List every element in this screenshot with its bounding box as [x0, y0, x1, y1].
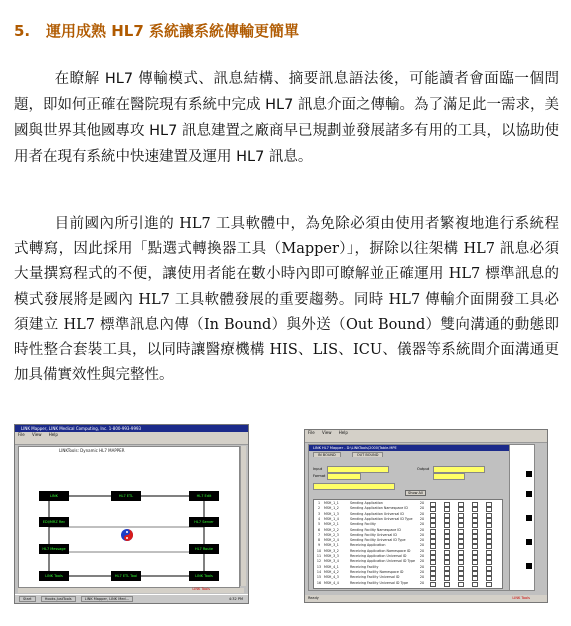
- table-cell: 20: [419, 538, 425, 543]
- table-cell: 1: [317, 501, 321, 505]
- table-row[interactable]: [314, 501, 502, 506]
- table-cell: 20: [419, 569, 425, 574]
- input-field[interactable]: [327, 466, 389, 473]
- table-cell: 4: [317, 516, 321, 521]
- table-cell: MSH_3_3: [324, 554, 339, 558]
- mapper-screenshot: [14, 424, 249, 604]
- status-ready: Ready: [308, 596, 319, 600]
- marker-3: [526, 515, 532, 521]
- row-checkbox[interactable]: [458, 582, 464, 587]
- table-cell: 20: [419, 559, 425, 564]
- table-cell: 20: [419, 580, 425, 585]
- windows-taskbar: [15, 594, 248, 603]
- table-menu-help[interactable]: Help: [338, 430, 348, 435]
- field-table: [313, 499, 503, 589]
- table-cell: MSH_1_1: [324, 501, 339, 505]
- table-cell: MSH_2_2: [324, 527, 339, 532]
- taskbar-item-mapper[interactable]: LINK Mapper, LINK Med...: [81, 596, 133, 602]
- table-cell: Sending Application: [350, 501, 383, 505]
- table-row[interactable]: [314, 559, 502, 564]
- mapper-canvas: [18, 446, 240, 588]
- marker-2: [526, 491, 532, 497]
- menu-help[interactable]: Help: [48, 432, 58, 437]
- table-cell: 20: [419, 548, 425, 553]
- yin-yang-logo-icon: [120, 528, 134, 542]
- table-menu-view[interactable]: View: [321, 430, 332, 435]
- table-cell: 15: [316, 575, 322, 580]
- table-cell: MSH_1_3: [324, 511, 339, 516]
- node-hl7-edit[interactable]: HL7 Edit: [189, 491, 219, 501]
- table-cell: Sending Application Universal ID: [350, 511, 404, 516]
- table-cell: Sending Facility Namespace ID: [350, 527, 401, 532]
- table-cell: Receiving Application Universal ID: [350, 554, 407, 558]
- table-row[interactable]: [314, 575, 502, 580]
- table-cell: Sending Facility: [350, 522, 376, 527]
- table-cell: Sending Facility Universal ID: [350, 532, 397, 537]
- paragraph-1: [14, 66, 559, 170]
- table-row[interactable]: [314, 581, 502, 586]
- paragraph-2-text: 目前國內所引進的 HL7 工具軟體中，為免除必須由使用者繁複地進行系統程式轉寫，因此採用「點選式轉換器工具（Mapper）」，摒除以往架構 HL7 訊息必須大量撰寫程式的不便，讓使用者能在數小時內即可瞭解並正確運用 HL7 標準訊息的模式發展將是國內 HL7 工具軟體發展的重要趨勢。同時 HL7 傳輸介面開發工具必須建立 HL7 標準訊息內傳（In Bound）與外送（Out Bound）雙向溝通的動態即時性整合套裝工具，以同時讓醫療機構 HIS、LIS、ICU、儀器等系統間介面溝通更加具備實效性與完整性。: [14, 216, 559, 384]
- table-cell: 20: [419, 554, 425, 558]
- table-row[interactable]: [314, 517, 502, 522]
- table-row[interactable]: [314, 570, 502, 575]
- table-row[interactable]: [314, 512, 502, 517]
- table-cell: 6: [317, 527, 321, 532]
- table-cell: Sending Facility Universal ID Type: [350, 538, 406, 543]
- row-checkbox[interactable]: [486, 582, 492, 587]
- marker-4: [526, 539, 532, 545]
- table-cell: MSH_1_4: [324, 516, 339, 521]
- table-row[interactable]: [314, 506, 502, 511]
- marker-5: [526, 563, 532, 569]
- tab-in-bound[interactable]: IN BOUND: [313, 452, 341, 457]
- table-cell: 20: [419, 575, 425, 580]
- mapper-tab[interactable]: LINKTools: Dynamic HL7 MAPPER: [59, 448, 125, 453]
- table-cell: Receiving Facility Namespace ID: [350, 569, 404, 574]
- table-cell: 8: [317, 538, 321, 543]
- table-cell: 16: [316, 580, 322, 585]
- table-cell: 7: [317, 532, 321, 537]
- mapper-scrollbar[interactable]: [240, 446, 246, 586]
- node-hl7-etl[interactable]: HL7 ETL: [111, 491, 141, 501]
- table-toolbar: [305, 436, 547, 443]
- table-cell: Receiving Facility: [350, 564, 379, 569]
- direction-tabs: [309, 451, 509, 459]
- table-cell: 20: [419, 522, 425, 527]
- row-checkbox[interactable]: [444, 582, 450, 587]
- node-hl7-route[interactable]: HL7 Route: [189, 544, 219, 554]
- segment-field[interactable]: [313, 483, 395, 490]
- paragraph-1-text: 在瞭解 HL7 傳輸模式、訊息結構、摘要訊息語法後，可能讀者會面臨一個問題，即如何正確在醫院現有系統中完成 HL7 訊息介面之傳輸。為了滿足此一需求，美國與世界其他國專攻 HL7 訊息建置之廠商早已規劃並發展諸多有用的工具，以協助使用者在現有系統中快速建置及運用 HL7 訊息。: [14, 71, 559, 165]
- table-row[interactable]: [314, 554, 502, 559]
- section-heading: [14, 20, 299, 41]
- node-edi-rec[interactable]: EDI/MRZ Rec: [39, 517, 69, 527]
- table-cell: 20: [419, 506, 425, 511]
- row-checkbox[interactable]: [430, 582, 436, 587]
- node-hl7-message[interactable]: HL7 Message: [39, 544, 69, 554]
- table-cell: Sending Application Universal ID Type: [350, 516, 413, 521]
- menu-view[interactable]: View: [31, 432, 42, 437]
- table-cell: MSH_4_3: [324, 575, 339, 580]
- node-hl7-server[interactable]: HL7 Server: [189, 517, 219, 527]
- table-cell: 2: [317, 506, 321, 511]
- table-cell: MSH_3_1: [324, 543, 339, 548]
- output-label: Output: [417, 467, 430, 471]
- output-format-field[interactable]: [433, 473, 465, 480]
- section-number: 5.: [14, 22, 31, 40]
- table-row[interactable]: [314, 565, 502, 570]
- table-cell: 12: [316, 559, 322, 564]
- table-cell: Receiving Application: [350, 543, 386, 548]
- table-row[interactable]: [314, 543, 502, 548]
- table-cell: 13: [316, 564, 322, 569]
- table-row[interactable]: [314, 533, 502, 538]
- mapper-dialog: [309, 445, 510, 590]
- table-cell: MSH_4_2: [324, 569, 339, 574]
- table-statusbar: [305, 595, 548, 602]
- output-field[interactable]: [433, 466, 485, 473]
- table-cell: 3: [317, 511, 321, 516]
- node-hl7-etl-tool[interactable]: HL7 ETL Tool: [111, 571, 141, 581]
- table-cell: 11: [316, 554, 322, 558]
- table-cell: 20: [419, 564, 425, 569]
- format-field[interactable]: [327, 473, 361, 480]
- table-cell: MSH_2_4: [324, 538, 339, 543]
- table-row[interactable]: [314, 549, 502, 554]
- table-cell: MSH_4_1: [324, 564, 339, 569]
- table-cell: MSH_3_4: [324, 559, 339, 564]
- node-link[interactable]: LINK: [39, 491, 69, 501]
- taskbar-item-hooks[interactable]: Hooks.JustTools: [41, 596, 76, 602]
- table-cell: 20: [419, 543, 425, 548]
- mapper-table-screenshot: [304, 429, 548, 603]
- node-link-tools-2[interactable]: LINK Tools: [189, 571, 219, 581]
- taskbar-clock: 4:32 PM: [228, 597, 243, 601]
- table-cell: 9: [317, 543, 321, 548]
- table-row[interactable]: [314, 522, 502, 527]
- section-title: 運用成熟 HL7 系統讓系統傳輸更簡單: [46, 22, 299, 40]
- table-cell: 20: [419, 511, 425, 516]
- format-label: Format: [313, 474, 326, 478]
- mapper-titlebar: LINK Mapper, LINK Medical Computing, Inc. 1-800-993-9993: [15, 425, 248, 432]
- table-cell: 10: [316, 548, 322, 553]
- table-canvas: [308, 444, 535, 591]
- table-cell: Receiving Application Universal ID Type: [350, 559, 416, 564]
- show-all-button[interactable]: Show All: [405, 490, 426, 496]
- table-row[interactable]: [314, 538, 502, 543]
- mapper-statusbar: [18, 588, 244, 593]
- dialog-titlebar: LINK HL7 Mapper - D:\LINKTools\2000\Table.MPE: [309, 445, 509, 451]
- table-cell: Sending Application Namespace ID: [350, 506, 408, 511]
- table-row[interactable]: [314, 528, 502, 533]
- row-checkbox[interactable]: [472, 582, 478, 587]
- start-button[interactable]: Start: [19, 596, 36, 602]
- table-cell: 14: [316, 569, 322, 574]
- table-cell: MSH_2_1: [324, 522, 339, 527]
- table-cell: MSH_2_3: [324, 532, 339, 537]
- menu-file[interactable]: File: [18, 432, 25, 437]
- table-cell: 20: [419, 516, 425, 521]
- table-cell: Receiving Facility Universal ID Type: [350, 580, 409, 585]
- table-cell: Receiving Application Namespace ID: [350, 548, 411, 553]
- input-label: Input: [313, 467, 323, 471]
- table-cell: 20: [419, 501, 425, 505]
- tab-out-bound[interactable]: OUT BOUND: [352, 452, 384, 457]
- paragraph-2: [14, 212, 559, 388]
- table-menu-file[interactable]: File: [308, 430, 315, 435]
- table-cell: MSH_1_2: [324, 506, 339, 511]
- table-cell: MSH_3_2: [324, 548, 339, 553]
- mapper-toolbar: [15, 438, 248, 445]
- table-cell: Receiving Facility Universal ID: [350, 575, 400, 580]
- table-cell: MSH_4_4: [324, 580, 339, 585]
- table-cell: 20: [419, 527, 425, 532]
- status-link-tools: LINK Tools: [512, 596, 530, 600]
- table-cell: 20: [419, 532, 425, 537]
- marker-1: [526, 471, 532, 477]
- table-cell: 5: [317, 522, 321, 527]
- node-link-tools[interactable]: LINK Tools: [39, 571, 69, 581]
- mapper-status-text: LINK Tools: [192, 587, 210, 591]
